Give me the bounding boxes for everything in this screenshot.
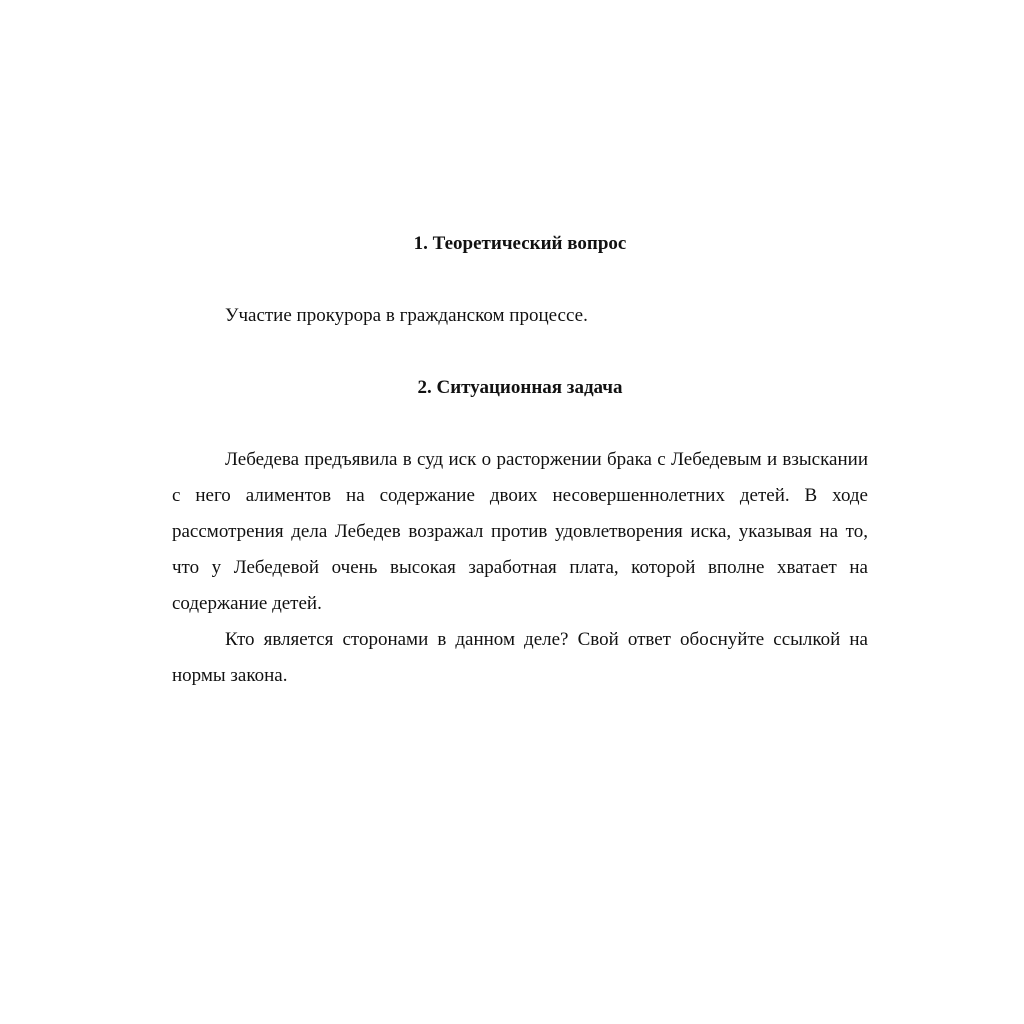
section-1-heading: 1. Теоретический вопрос [413,233,627,254]
case-question-paragraph: Кто является сторонами в данном деле? Свой ответ обоснуйте ссылкой на нормы закона. [172,629,868,686]
theoretical-question-text: Участие прокурора в гражданском процессе. [225,305,588,326]
section-2-heading: 2. Ситуационная задача [417,377,623,398]
case-description-paragraph: Лебедева предъявила в суд иск о расторжении брака с Лебедевым и взыскании с него алиментов на содержание двоих несовершеннолетних детей. В ходе рассмотрения дела Лебедев возражал против удовлетворения иска, указывая на то, что у Лебедевой очень высокая заработная плата, которой вполне хватает на содержание детей. [172,449,868,614]
document-body [172,226,868,694]
